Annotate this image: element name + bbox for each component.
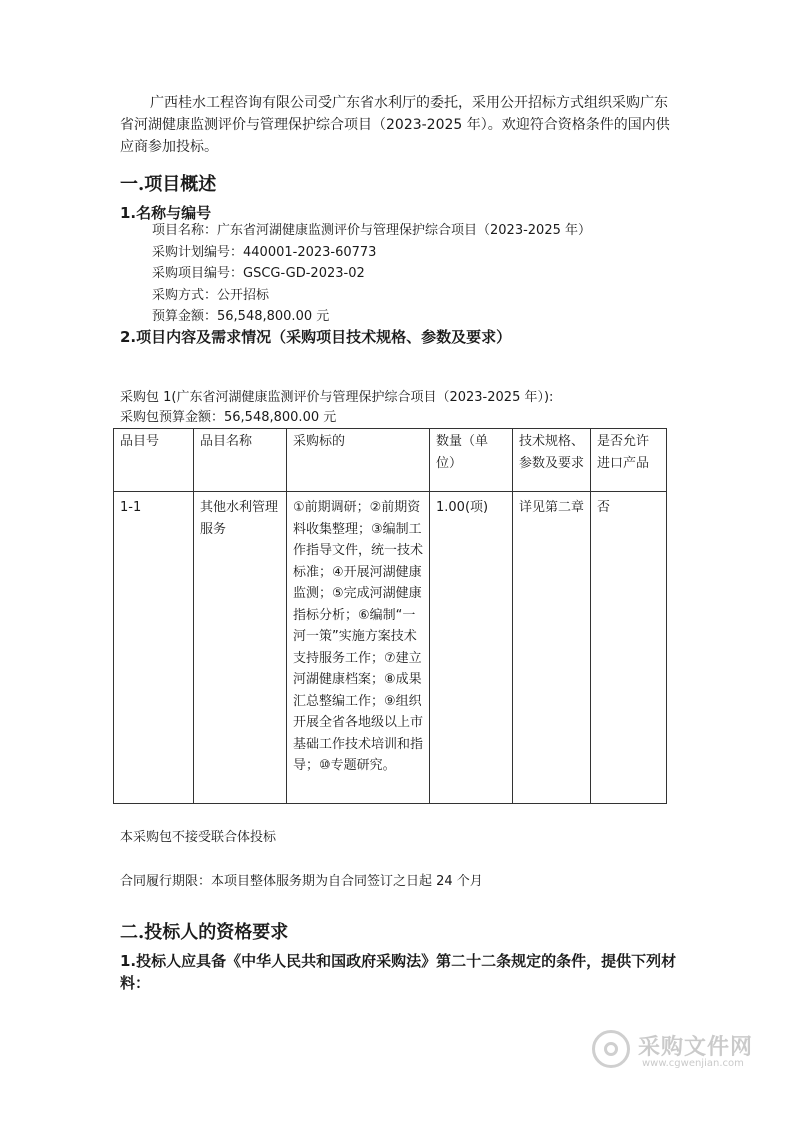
section-2-title: 二.投标人的资格要求 (120, 922, 289, 943)
cell-import: 否 (591, 492, 667, 804)
header-item-no: 品目号 (114, 429, 194, 492)
cell-item-name: 其他水利管理服务 (194, 492, 287, 804)
budget-amount: 预算金额：56,548,800.00 元 (152, 309, 330, 324)
cell-quantity: 1.00(项) (430, 492, 513, 804)
header-subject: 采购标的 (287, 429, 430, 492)
subsection-name-and-number: 1.名称与编号 (120, 204, 212, 222)
table-header-row (114, 429, 667, 492)
subsection-requirements: 2.项目内容及需求情况（采购项目技术规格、参数及要求） (120, 328, 512, 346)
package-info (120, 388, 553, 428)
watermark-logo-icon (592, 1030, 630, 1068)
procurement-method: 采购方式：公开招标 (152, 287, 270, 303)
intro-paragraph: 广西桂水工程咨询有限公司受广东省水利厅的委托，采用公开招标方式组织采购广东省河湖健康监测评价与管理保护综合项目（2023-2025 年）。欢迎符合资格条件的国内供应商参加投标。 (120, 95, 670, 155)
cell-spec: 详见第二章 (513, 492, 591, 804)
consortium-note: 本采购包不接受联合体投标 (120, 830, 277, 845)
watermark-name: 采购文件网 (638, 1035, 754, 1060)
table-row (114, 492, 667, 804)
cell-subject: ①前期调研；②前期资料收集整理；③编制工作指导文件，统一技术标准；④开展河湖健康监测；⑤完成河湖健康指标分析；⑥编制“一河一策”实施方案技术支持服务工作；⑦建立河湖健康档案；⑧成果汇总整编工作；⑨组织开展全省各地级以上市基础工作技术培训和指导；⑩专题研究。 (287, 492, 430, 804)
header-quantity: 数量（单位） (430, 429, 513, 492)
contract-period: 合同履行期限：本项目整体服务期为自合同签订之日起 24 个月 (120, 874, 483, 889)
watermark-url: www.cgwenjian.com (642, 1058, 744, 1069)
package-budget: 采购包预算金额：56,548,800.00 元 (120, 410, 337, 425)
site-watermark (592, 1028, 752, 1076)
project-name: 项目名称：广东省河湖健康监测评价与管理保护综合项目（2023-2025 年） (152, 223, 591, 238)
package-title: 采购包 1(广东省河湖健康监测评价与管理保护综合项目（2023-2025 年）): (120, 390, 554, 405)
project-info (152, 220, 591, 328)
plan-number: 采购计划编号：440001-2023-60773 (152, 244, 377, 260)
header-item-name: 品目名称 (194, 429, 287, 492)
project-number: 采购项目编号：GSCG-GD-2023-02 (152, 266, 365, 281)
header-spec: 技术规格、参数及要求 (513, 429, 591, 492)
items-table (113, 428, 667, 804)
header-import: 是否允许进口产品 (591, 429, 667, 492)
cell-item-no: 1-1 (114, 492, 194, 804)
section-1-title: 一.项目概述 (120, 174, 217, 195)
subsection-qualification: 1.投标人应具备《中华人民共和国政府采购法》第二十二条规定的条件，提供下列材料： (120, 952, 677, 992)
